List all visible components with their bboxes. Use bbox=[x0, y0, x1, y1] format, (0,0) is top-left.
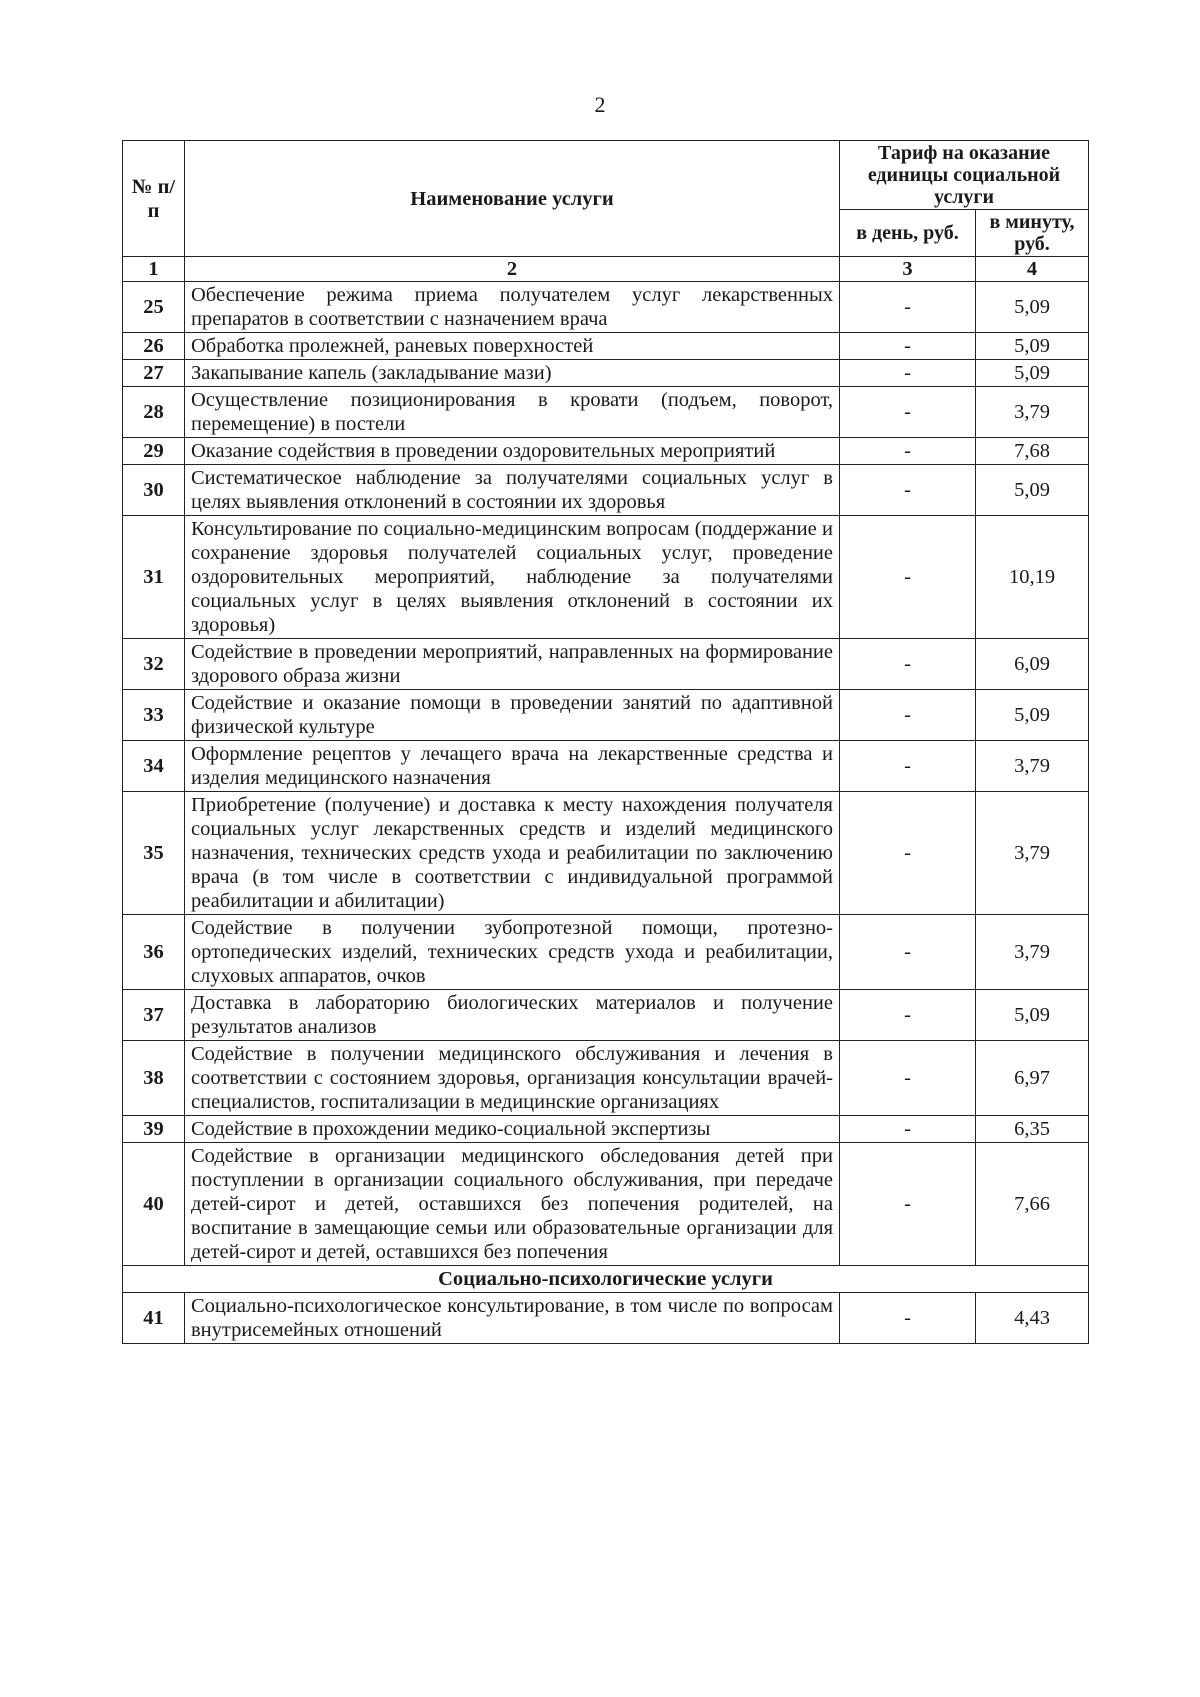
tariff-per-day: - bbox=[840, 516, 976, 639]
tariff-per-day: - bbox=[840, 639, 976, 690]
table-row bbox=[123, 333, 1089, 360]
table-row bbox=[123, 387, 1089, 438]
header-per-minute: в минуту, руб. bbox=[976, 210, 1089, 257]
service-name: Оформление рецептов у лечащего врача на лекарственные средства и изделия медицинского назначения bbox=[185, 741, 840, 792]
table-row bbox=[123, 1116, 1089, 1143]
service-name: Систематическое наблюдение за получателями социальных услуг в целях выявления отклонений в состоянии их здоровья bbox=[185, 465, 840, 516]
column-number: 1 bbox=[123, 257, 185, 282]
tariff-per-day: - bbox=[840, 333, 976, 360]
row-number: 41 bbox=[123, 1293, 185, 1344]
service-name: Содействие в проведении мероприятий, направленных на формирование здорового образа жизни bbox=[185, 639, 840, 690]
table-row bbox=[123, 690, 1089, 741]
header-num: № п/п bbox=[123, 141, 185, 257]
tariff-per-day: - bbox=[840, 1143, 976, 1266]
row-number: 36 bbox=[123, 915, 185, 990]
row-number: 31 bbox=[123, 516, 185, 639]
service-name: Закапывание капель (закладывание мази) bbox=[185, 360, 840, 387]
header-row-1 bbox=[123, 141, 1089, 210]
tariff-per-minute: 3,79 bbox=[976, 387, 1089, 438]
tariff-per-day: - bbox=[840, 990, 976, 1041]
table-row bbox=[123, 792, 1089, 915]
table-row bbox=[123, 516, 1089, 639]
tariff-per-day: - bbox=[840, 438, 976, 465]
table-row bbox=[123, 438, 1089, 465]
tariff-per-minute: 5,09 bbox=[976, 465, 1089, 516]
tariff-per-day: - bbox=[840, 387, 976, 438]
service-name: Содействие в организации медицинского обследования детей при поступлении в организации социального обслуживания, при передаче детей-сирот и детей, оставшихся без попечения родителей, на воспитание в замещающие семьи или образовательные организации для детей-сирот и детей, оставшихся без попечения bbox=[185, 1143, 840, 1266]
service-name: Приобретение (получение) и доставка к месту нахождения получателя социальных услуг лекарственных средств и изделий медицинского назначения, технических средств ухода и реабилитации по заключению врача (в том числе в соответствии с индивидуальной программой реабилитации и абилитации) bbox=[185, 792, 840, 915]
row-number: 39 bbox=[123, 1116, 185, 1143]
section-title: Социально-психологические услуги bbox=[123, 1266, 1089, 1293]
table-row bbox=[123, 915, 1089, 990]
table-row bbox=[123, 1041, 1089, 1116]
service-name: Содействие в прохождении медико-социальной экспертизы bbox=[185, 1116, 840, 1143]
row-number: 25 bbox=[123, 282, 185, 333]
column-number: 4 bbox=[976, 257, 1089, 282]
header-tariff: Тариф на оказание единицы социальной услуги bbox=[840, 141, 1089, 210]
service-rows bbox=[123, 282, 1089, 1266]
row-number: 29 bbox=[123, 438, 185, 465]
column-number: 3 bbox=[840, 257, 976, 282]
tariff-per-minute: 3,79 bbox=[976, 915, 1089, 990]
tariff-per-day: - bbox=[840, 360, 976, 387]
row-number: 37 bbox=[123, 990, 185, 1041]
column-number: 2 bbox=[185, 257, 840, 282]
tariff-per-day: - bbox=[840, 1116, 976, 1143]
tariff-per-minute: 5,09 bbox=[976, 282, 1089, 333]
tariff-per-day: - bbox=[840, 1041, 976, 1116]
row-number: 38 bbox=[123, 1041, 185, 1116]
table-row bbox=[123, 465, 1089, 516]
tariff-per-minute: 3,79 bbox=[976, 792, 1089, 915]
tariff-per-day: - bbox=[840, 282, 976, 333]
service-name: Содействие в получении зубопротезной помощи, протезно-ортопедических изделий, технических средств ухода и реабилитации, слуховых аппаратов, очков bbox=[185, 915, 840, 990]
tariff-per-minute: 7,66 bbox=[976, 1143, 1089, 1266]
tariff-per-day: - bbox=[840, 792, 976, 915]
tariff-per-minute: 4,43 bbox=[976, 1293, 1089, 1344]
service-name: Содействие и оказание помощи в проведении занятий по адаптивной физической культуре bbox=[185, 690, 840, 741]
service-name: Оказание содействия в проведении оздоровительных мероприятий bbox=[185, 438, 840, 465]
tariff-per-day: - bbox=[840, 915, 976, 990]
service-name: Содействие в получении медицинского обслуживания и лечения в соответствии с состоянием здоровья, организация консультации врачей-специалистов, госпитализации в медицинские организациях bbox=[185, 1041, 840, 1116]
service-name: Социально-психологическое консультирование, в том числе по вопросам внутрисемейных отношений bbox=[185, 1293, 840, 1344]
service-name: Осуществление позиционирования в кровати (подъем, поворот, перемещение) в постели bbox=[185, 387, 840, 438]
service-name: Консультирование по социально-медицинским вопросам (поддержание и сохранение здоровья получателей социальных услуг, проведение оздоровительных мероприятий, наблюдение за получателями социальных услуг в целях выявления отклонений в состоянии их здоровья) bbox=[185, 516, 840, 639]
table-row bbox=[123, 639, 1089, 690]
row-number: 34 bbox=[123, 741, 185, 792]
row-number: 27 bbox=[123, 360, 185, 387]
tariff-per-day: - bbox=[840, 465, 976, 516]
tariff-per-minute: 5,09 bbox=[976, 690, 1089, 741]
service-name: Обеспечение режима приема получателем услуг лекарственных препаратов в соответствии с назначением врача bbox=[185, 282, 840, 333]
row-number: 35 bbox=[123, 792, 185, 915]
row-number: 28 bbox=[123, 387, 185, 438]
row-number: 30 bbox=[123, 465, 185, 516]
tariff-per-day: - bbox=[840, 1293, 976, 1344]
row-number: 26 bbox=[123, 333, 185, 360]
table-row bbox=[123, 360, 1089, 387]
tariff-per-minute: 10,19 bbox=[976, 516, 1089, 639]
tariff-per-minute: 5,09 bbox=[976, 990, 1089, 1041]
tariff-per-minute: 3,79 bbox=[976, 741, 1089, 792]
service-name: Обработка пролежней, раневых поверхностей bbox=[185, 333, 840, 360]
tariff-per-day: - bbox=[840, 690, 976, 741]
row-number: 40 bbox=[123, 1143, 185, 1266]
table-row bbox=[123, 1293, 1089, 1344]
table-row bbox=[123, 990, 1089, 1041]
service-name: Доставка в лабораторию биологических материалов и получение результатов анализов bbox=[185, 990, 840, 1041]
header-name: Наименование услуги bbox=[185, 141, 840, 257]
tariff-per-minute: 7,68 bbox=[976, 438, 1089, 465]
table-row bbox=[123, 1143, 1089, 1266]
section-title-row bbox=[123, 1266, 1089, 1293]
tariff-per-minute: 5,09 bbox=[976, 360, 1089, 387]
tariff-per-minute: 6,97 bbox=[976, 1041, 1089, 1116]
row-number: 32 bbox=[123, 639, 185, 690]
row-number: 33 bbox=[123, 690, 185, 741]
table-row bbox=[123, 282, 1089, 333]
column-numbers-row bbox=[123, 257, 1089, 282]
tariff-per-day: - bbox=[840, 741, 976, 792]
section-psychological bbox=[123, 1266, 1089, 1344]
table-row bbox=[123, 741, 1089, 792]
tariff-per-minute: 6,35 bbox=[976, 1116, 1089, 1143]
tariff-per-minute: 6,09 bbox=[976, 639, 1089, 690]
tariff-table bbox=[122, 140, 1089, 1344]
header-per-day: в день, руб. bbox=[840, 210, 976, 257]
tariff-per-minute: 5,09 bbox=[976, 333, 1089, 360]
page-number: 2 bbox=[594, 92, 606, 117]
